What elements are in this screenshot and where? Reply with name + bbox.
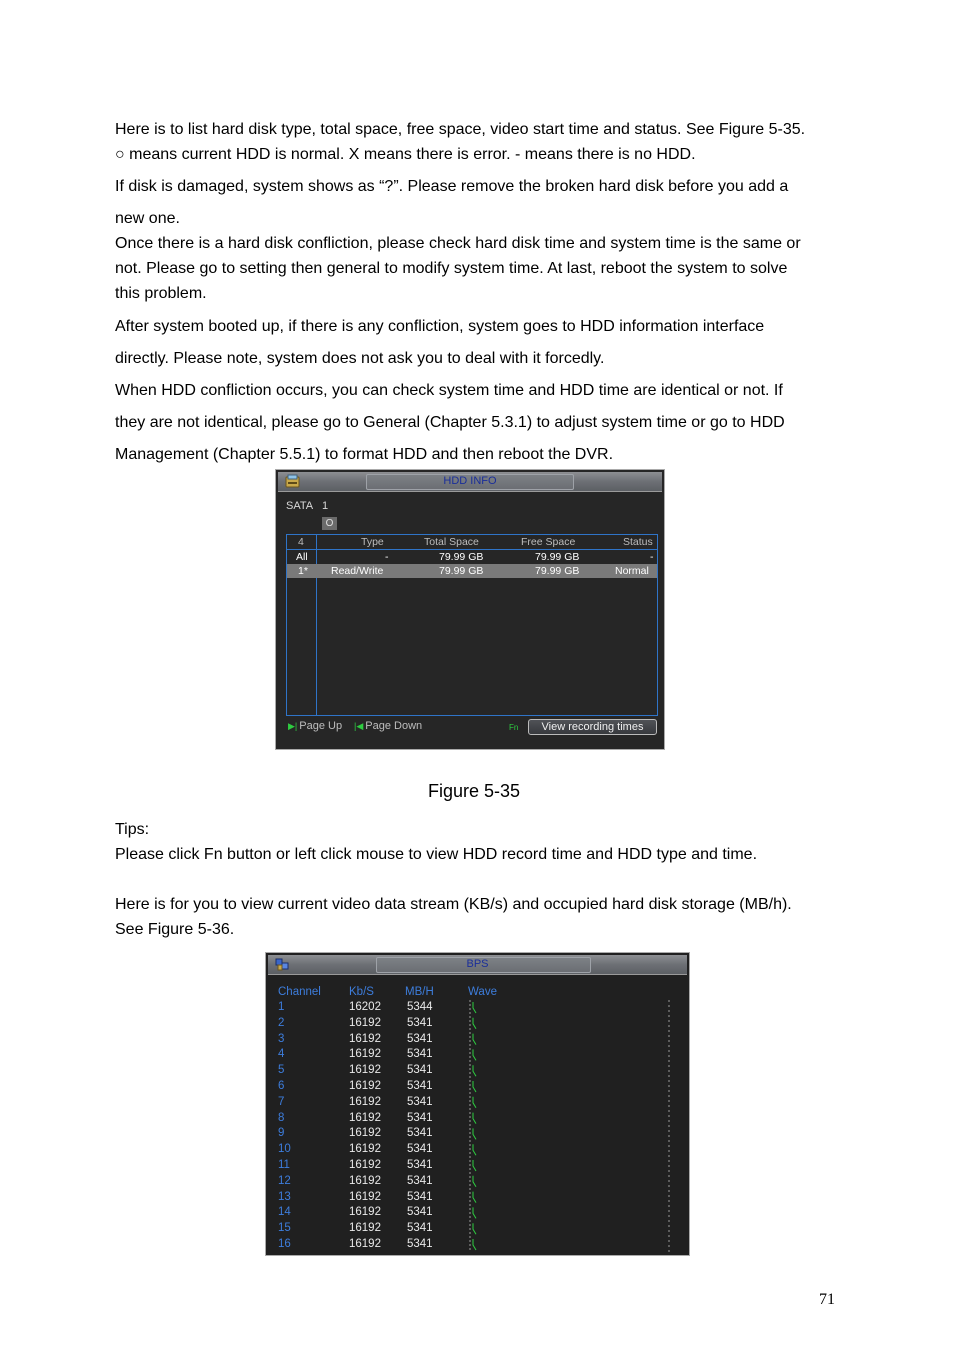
row-type: Read/Write	[331, 565, 384, 577]
kbs-cell: 16192	[349, 1032, 381, 1045]
row-type: -	[385, 551, 389, 563]
channel-cell: 11	[278, 1159, 290, 1171]
kbs-cell: 16192	[349, 1222, 381, 1235]
mbh-cell: 5341	[407, 1238, 433, 1250]
bps-intro: Here is for you to view current video data stream (KB/s) and occupied hard disk storage (MB/h).	[115, 896, 792, 913]
hdd-table	[286, 534, 658, 716]
fn-key-label: Fn	[509, 723, 519, 732]
mbh-cell: 5341	[407, 1159, 433, 1171]
mbh-cell: 5341	[407, 1143, 433, 1156]
mbh-cell: 5341	[407, 1127, 433, 1140]
paragraph-damaged: If disk is damaged, system shows as “?”. Please remove the broken hard disk before you add a	[115, 178, 789, 195]
channel-cell: 3	[278, 1032, 285, 1045]
hdd-title: HDD INFO	[443, 475, 497, 487]
channel-cell: 1	[278, 1001, 285, 1013]
mbh-cell: 5341	[407, 1095, 433, 1108]
kbs-cell: 16192	[349, 1016, 381, 1029]
mbh-cell: 5341	[407, 1064, 433, 1077]
channel-cell: 15	[278, 1222, 291, 1235]
col-mbh: MB/H	[405, 986, 434, 998]
kbs-cell: 16192	[349, 1111, 381, 1124]
mbh-cell: 5341	[407, 1048, 433, 1061]
col-count: 4	[298, 536, 304, 548]
channel-cell: 8	[278, 1111, 285, 1124]
row-status: -	[650, 551, 654, 563]
channel-cell: 12	[278, 1174, 291, 1187]
channel-cell: 4	[278, 1048, 285, 1061]
paragraph-hdd-symbols: ○ means current HDD is normal. X means there is error. - means there is no HDD.	[115, 146, 696, 163]
mbh-cell: 5341	[407, 1080, 433, 1092]
paragraph-hdd-list: Here is to list hard disk type, total space, free space, video start time and status. See Figure 5-35.	[115, 121, 806, 138]
paragraph-confliction: Once there is a hard disk confliction, please check hard disk time and system time is the same or	[115, 235, 801, 252]
channel-cell: 13	[278, 1190, 291, 1203]
page-down-button[interactable]	[354, 720, 422, 732]
mbh-cell: 5341	[407, 1016, 433, 1029]
kbs-cell: 16192	[349, 1238, 381, 1250]
sata-label: SATA	[286, 500, 314, 512]
paragraph-conflict-occurs-cont: they are not identical, please go to General (Chapter 5.3.1) to adjust system time or go to HDD	[115, 414, 785, 431]
paragraph-confliction-end: this problem.	[115, 285, 207, 302]
view-recording-times-button[interactable]: View recording times	[528, 719, 657, 735]
paragraph-damaged-cont: new one.	[115, 210, 180, 227]
bps-intro-cont: See Figure 5-36.	[115, 921, 235, 938]
table-row[interactable]	[287, 564, 657, 578]
row-total: 79.99 GB	[439, 565, 484, 577]
kbs-cell: 16192	[349, 1143, 381, 1156]
kbs-cell: 16192	[349, 1127, 381, 1140]
row-status: Normal	[615, 565, 649, 577]
channel-cell: 16	[278, 1238, 291, 1250]
tips-label: Tips:	[115, 821, 150, 838]
paragraph-conflict-occurs-end: Management (Chapter 5.5.1) to format HDD and then reboot the DVR.	[115, 446, 614, 463]
table-row[interactable]	[287, 550, 657, 564]
paragraph-boot-cont: directly. Please note, system does not ask you to deal with it forcedly.	[115, 350, 605, 367]
kbs-cell: 16192	[349, 1048, 381, 1061]
row-free: 79.99 GB	[535, 565, 580, 577]
paragraph-boot: After system booted up, if there is any confliction, system goes to HDD information interface	[115, 318, 765, 335]
row-total: 79.99 GB	[439, 551, 484, 563]
hdd-table-header	[287, 535, 657, 550]
hdd-info-window	[275, 469, 665, 750]
channel-cell: 6	[278, 1080, 285, 1092]
wave-graph-right	[666, 1000, 672, 1252]
hdd-title-bar	[278, 472, 662, 492]
channel-cell: 14	[278, 1206, 291, 1219]
paragraph-confliction-cont: not. Please go to setting then general to modify system time. At last, reboot the system to solve	[115, 260, 788, 277]
page-up-button[interactable]	[288, 720, 342, 732]
mbh-cell: 5344	[407, 1001, 433, 1013]
page-up-icon: ▶|	[288, 721, 298, 731]
mbh-cell: 5341	[407, 1190, 433, 1203]
kbs-cell: 16192	[349, 1064, 381, 1077]
bps-window	[265, 952, 690, 1256]
kbs-cell: 16192	[349, 1190, 381, 1203]
sata-number: 1	[322, 500, 329, 512]
col-status: Status	[623, 536, 653, 548]
col-total-space: Total Space	[424, 536, 479, 548]
page-down-icon: |◀	[354, 721, 364, 731]
mbh-cell: 5341	[407, 1032, 433, 1045]
kbs-cell: 16192	[349, 1174, 381, 1187]
page-up-label: Page Up	[299, 720, 343, 732]
kbs-cell: 16202	[349, 1001, 381, 1013]
mbh-cell: 5341	[407, 1174, 433, 1187]
bps-title-bar	[268, 955, 687, 975]
kbs-cell: 16192	[349, 1095, 381, 1108]
mbh-cell: 5341	[407, 1111, 433, 1124]
kbs-cell: 16192	[349, 1080, 381, 1092]
col-channel: Channel	[278, 986, 321, 998]
wave-graph-left	[469, 1000, 479, 1252]
col-free-space: Free Space	[521, 536, 576, 548]
col-type: Type	[361, 536, 384, 548]
channel-cell: 5	[278, 1064, 285, 1077]
bps-title: BPS	[466, 958, 489, 970]
paragraph-conflict-occurs: When HDD confliction occurs, you can check system time and HDD time are identical or not. If	[115, 382, 783, 399]
col-kbs: Kb/S	[349, 986, 374, 998]
mbh-cell: 5341	[407, 1222, 433, 1235]
channel-cell: 2	[278, 1016, 285, 1029]
row-free: 79.99 GB	[535, 551, 580, 563]
page-down-label: Page Down	[365, 720, 423, 732]
page-number: 71	[819, 1291, 835, 1308]
channel-cell: 9	[278, 1127, 285, 1140]
tips-text: Please click Fn button or left click mouse to view HDD record time and HDD type and time.	[115, 846, 758, 863]
kbs-cell: 16192	[349, 1206, 381, 1219]
channel-cell: 7	[278, 1095, 285, 1108]
kbs-cell: 16192	[349, 1159, 381, 1171]
col-wave: Wave	[468, 986, 497, 998]
row-disk: All	[296, 551, 308, 563]
mbh-cell: 5341	[407, 1206, 433, 1219]
channel-cell: 10	[278, 1143, 291, 1156]
disk-status-indicator[interactable]: O	[322, 517, 337, 530]
row-disk: 1*	[298, 565, 308, 577]
figure-caption-5-35: Figure 5-35	[428, 781, 521, 801]
